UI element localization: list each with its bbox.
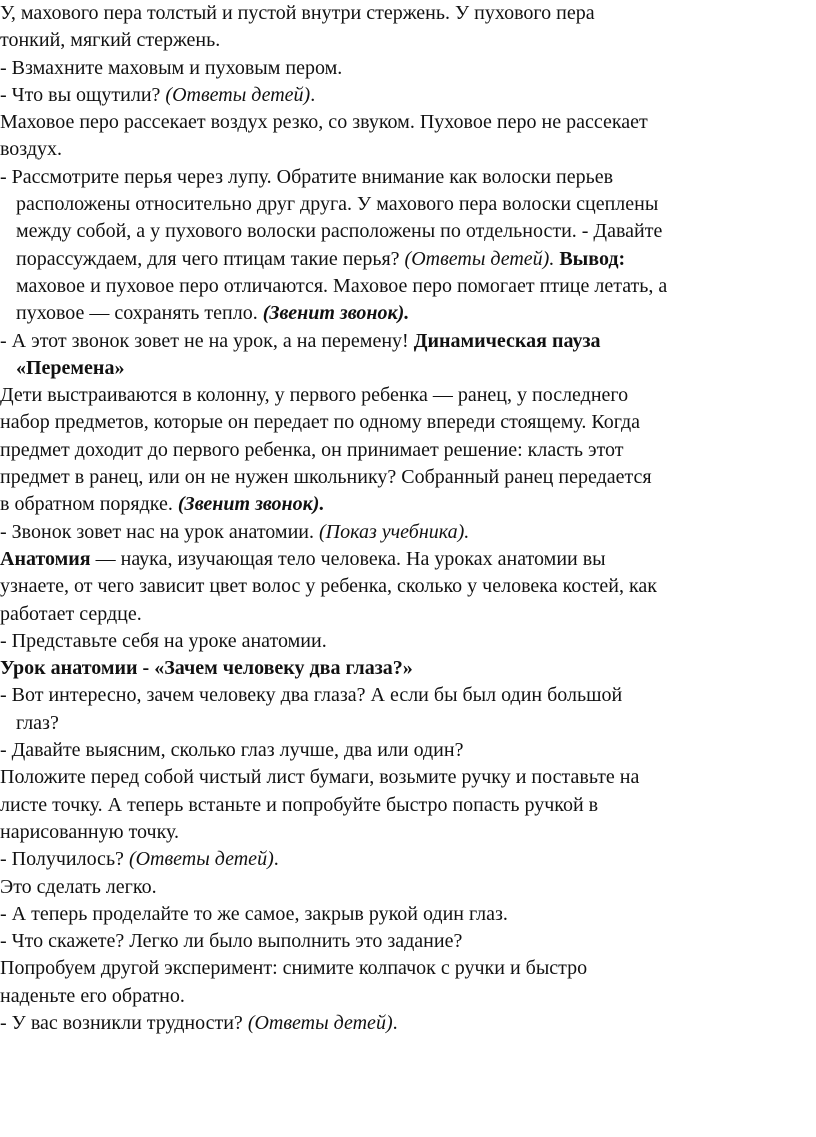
text-segment: - У вас возникли трудности?	[0, 1011, 248, 1034]
text-segment: Вывод:	[559, 247, 626, 270]
text-line	[0, 218, 816, 245]
text-line	[0, 246, 816, 273]
text-line	[0, 55, 816, 82]
text-line	[0, 1010, 816, 1037]
text-line	[0, 682, 816, 709]
text-segment: в обратном порядке.	[0, 493, 178, 516]
text-segment: предмет в ранец, или он не нужен школьнику? Собранный ранец передается	[0, 466, 652, 489]
text-line	[0, 409, 816, 436]
text-line	[0, 519, 816, 546]
text-segment: Маховое перо рассекает воздух резко, со звуком. Пуховое перо не рассекает	[0, 111, 648, 134]
text-segment: (Звенит звонок).	[177, 493, 325, 516]
text-line	[0, 300, 816, 327]
text-segment: Положите перед собой чистый лист бумаги, возьмите ручку и поставьте на	[0, 766, 640, 789]
text-line	[0, 464, 816, 491]
text-line	[0, 82, 816, 109]
text-line	[0, 955, 816, 982]
text-segment: - Что вы ощутили?	[0, 83, 166, 106]
text-segment: - Что скажете? Легко ли было выполнить это задание?	[0, 930, 463, 953]
text-segment: - Вот интересно, зачем человеку два глаза? А если бы был один большой	[0, 684, 623, 707]
text-segment: (Показ учебника).	[318, 520, 470, 543]
text-line	[0, 491, 816, 518]
text-line	[0, 819, 816, 846]
text-segment: между собой, а у пухового волоски расположены по отдельности. - Давайте	[16, 220, 663, 243]
text-segment: тонкий, мягкий стержень.	[0, 29, 221, 52]
text-segment: порассуждаем, для чего птицам такие перья?	[16, 247, 405, 270]
text-line	[0, 983, 816, 1010]
text-line	[0, 27, 816, 54]
text-line	[0, 273, 816, 300]
text-segment: воздух.	[0, 138, 63, 161]
text-segment: .	[310, 83, 316, 106]
text-line	[0, 355, 816, 382]
text-segment: глаз?	[16, 711, 59, 734]
text-line	[0, 0, 816, 27]
text-line	[0, 328, 816, 355]
text-segment: узнаете, от чего зависит цвет волос у ребенка, сколько у человека костей, как	[0, 575, 657, 598]
text-line	[0, 136, 816, 163]
text-segment: набор предметов, которые он передает по одному впереди стоящему. Когда	[0, 411, 640, 434]
text-line	[0, 546, 816, 573]
text-segment: Урок анатомии - «Зачем человеку два глаза?»	[0, 657, 413, 680]
text-line	[0, 710, 816, 737]
text-segment: У, махового пера толстый и пустой внутри стержень. У пухового пера	[0, 2, 595, 24]
text-line	[0, 846, 816, 873]
text-line	[0, 164, 816, 191]
text-line	[0, 655, 816, 682]
text-segment: - Взмахните маховым и пуховым пером.	[0, 56, 343, 79]
text-segment: маховое и пуховое перо отличаются. Маховое перо помогает птице летать, а	[16, 274, 668, 297]
text-segment: - А теперь проделайте то же самое, закрыв рукой один глаз.	[0, 902, 508, 925]
text-segment: (Ответы детей)	[128, 848, 274, 871]
text-segment: (Ответы детей)	[247, 1011, 393, 1034]
text-segment: .	[273, 848, 279, 871]
text-line	[0, 382, 816, 409]
text-line	[0, 901, 816, 928]
text-line	[0, 191, 816, 218]
text-segment: (Ответы детей)	[165, 83, 311, 106]
text-segment: Попробуем другой эксперимент: снимите колпачок с ручки и быстро	[0, 957, 588, 980]
text-segment: - А этот звонок зовет не на урок, а на перемену!	[0, 329, 414, 352]
text-line	[0, 792, 816, 819]
text-segment: расположены относительно друг друга. У махового пера волоски сцеплены	[16, 193, 659, 216]
text-line	[0, 109, 816, 136]
text-line	[0, 737, 816, 764]
text-line	[0, 874, 816, 901]
text-segment: - Получилось?	[0, 848, 129, 871]
text-segment: .	[392, 1011, 398, 1034]
text-segment: Дети выстраиваются в колонну, у первого ребенка — ранец, у последнего	[0, 384, 629, 407]
text-line	[0, 628, 816, 655]
text-segment: предмет доходит до первого ребенка, он принимает решение: класть этот	[0, 438, 624, 461]
text-line	[0, 573, 816, 600]
text-segment: листе точку. А теперь встаньте и попробуйте быстро попасть ручкой в	[0, 793, 599, 816]
text-segment: (Звенит звонок).	[262, 302, 410, 325]
text-segment: - Представьте себя на уроке анатомии.	[0, 629, 327, 652]
text-segment: работает сердце.	[0, 602, 142, 625]
text-segment: - Звонок зовет нас на урок анатомии.	[0, 520, 319, 543]
text-segment: (Ответы детей).	[404, 247, 555, 270]
text-line	[0, 601, 816, 628]
text-segment: нарисованную точку.	[0, 820, 180, 843]
text-segment: пуховое — сохранять тепло.	[16, 302, 263, 325]
text-segment: Динамическая пауза	[413, 329, 601, 352]
text-segment: Это сделать легко.	[0, 875, 157, 898]
text-segment: — наука, изучающая тело человека. На уроках анатомии вы	[90, 547, 606, 570]
text-line	[0, 928, 816, 955]
text-line	[0, 764, 816, 791]
text-segment: Анатомия	[0, 547, 91, 570]
text-segment: «Перемена»	[16, 356, 125, 379]
text-segment: наденьте его обратно.	[0, 984, 185, 1007]
text-segment: - Рассмотрите перья через лупу. Обратите внимание как волоски перьев	[0, 165, 614, 188]
text-segment: - Давайте выясним, сколько глаз лучше, два или один?	[0, 739, 464, 762]
text-line	[0, 437, 816, 464]
